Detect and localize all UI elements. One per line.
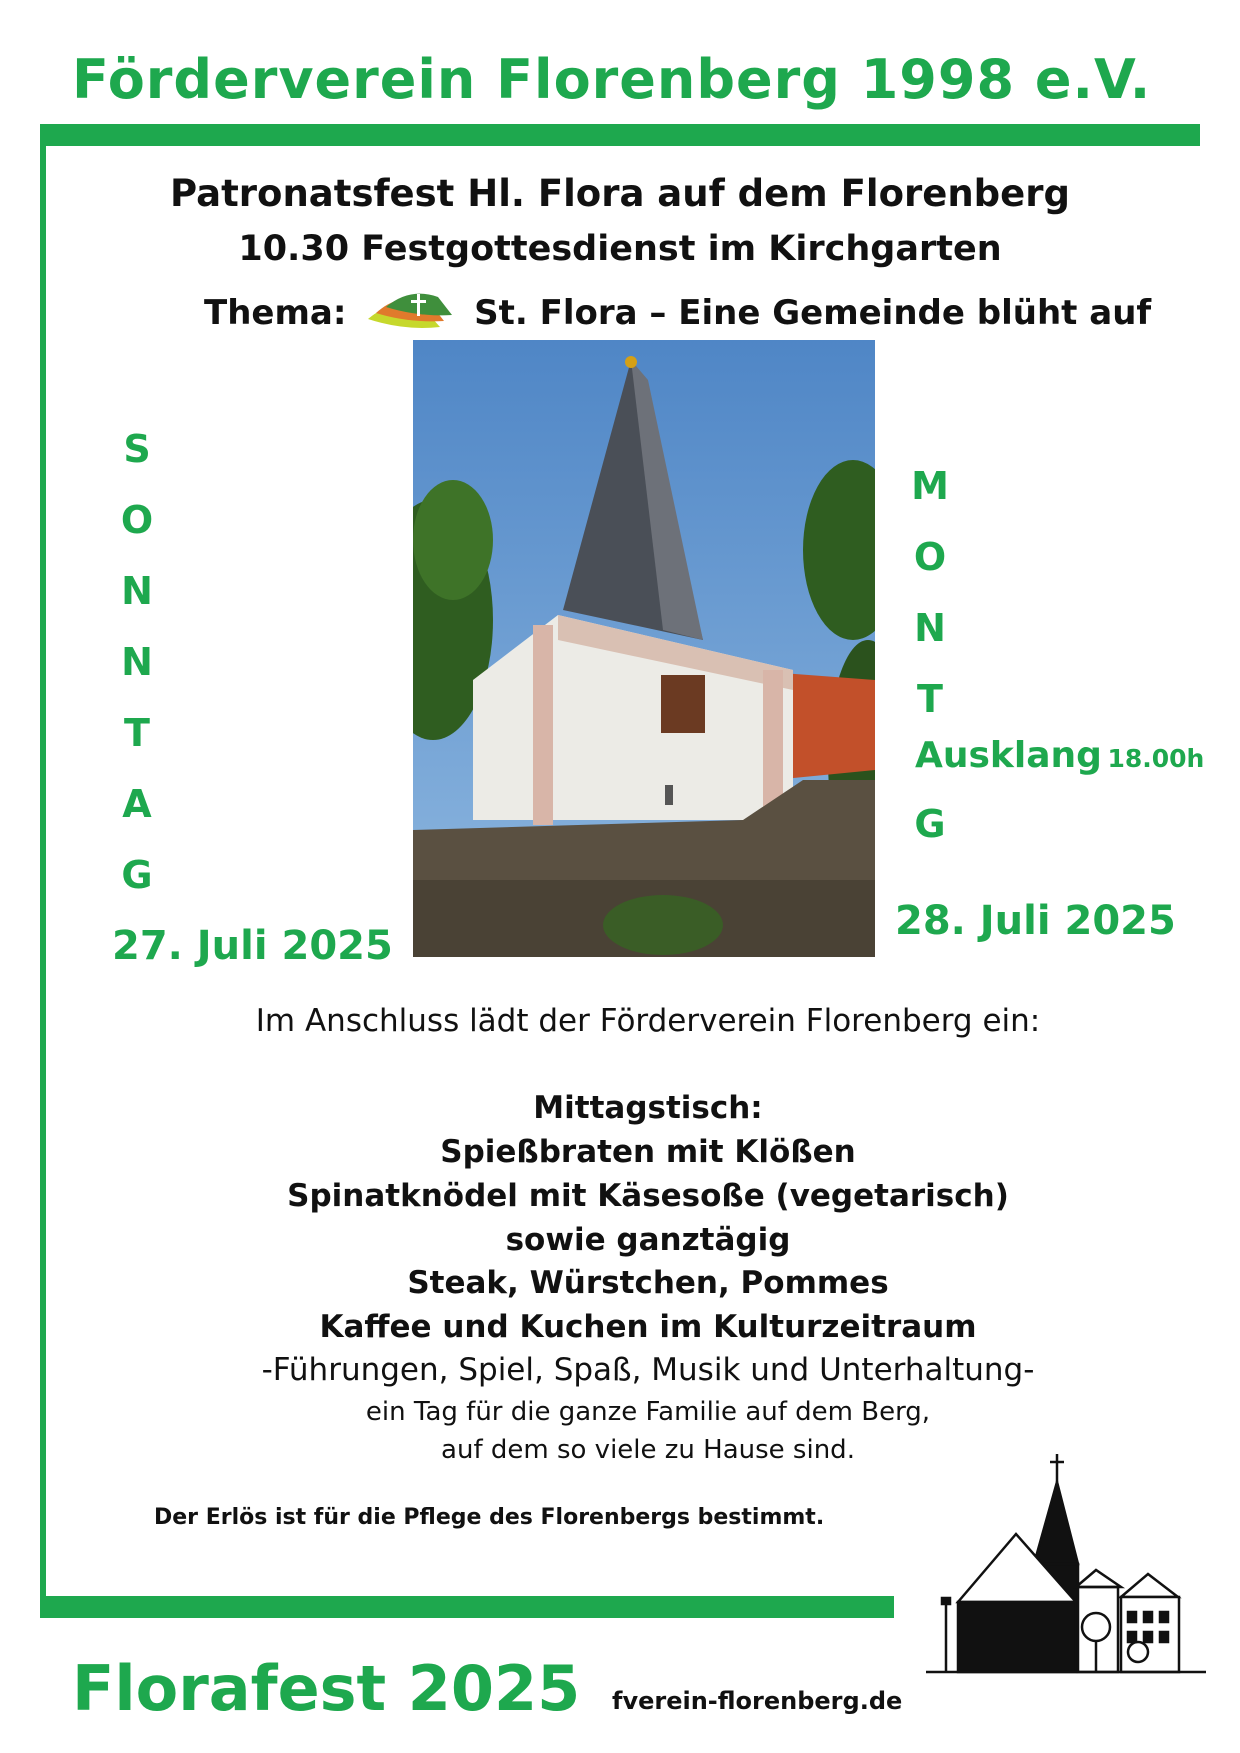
sunday-letter: T bbox=[124, 711, 150, 755]
website-link[interactable]: fverein-florenberg.de bbox=[612, 1687, 903, 1715]
sunday-letter: N bbox=[121, 640, 153, 684]
menu-title: Mittagstisch: bbox=[533, 1090, 763, 1126]
sunday-letter: O bbox=[120, 498, 154, 542]
sunday-letter: A bbox=[122, 782, 152, 826]
monday-letter: O bbox=[913, 535, 947, 579]
family-line-1: ein Tag für die ganze Familie auf dem Berg, bbox=[365, 1397, 931, 1427]
bottom-divider bbox=[40, 1596, 894, 1618]
church-photo bbox=[413, 340, 875, 957]
sunday-letter: S bbox=[123, 427, 151, 471]
monday-letter: T bbox=[917, 677, 943, 721]
ausklang-label: Ausklang bbox=[915, 735, 1102, 776]
menu-item: Kaffee und Kuchen im Kulturzeitraum bbox=[319, 1309, 977, 1345]
monday-letter: G bbox=[914, 802, 946, 846]
community-logo-icon bbox=[364, 287, 456, 342]
service-time: 10.30 Festgottesdienst im Kirchgarten bbox=[238, 229, 1002, 269]
menu-item: Spinatknödel mit Käsesoße (vegetarisch) bbox=[287, 1178, 1009, 1214]
menu-item: Steak, Würstchen, Pommes bbox=[407, 1265, 889, 1301]
menu-item: Spießbraten mit Klößen bbox=[440, 1134, 856, 1170]
church-sketch-illustration bbox=[916, 1452, 1216, 1678]
proceeds-note: Der Erlös ist für die Pflege des Florenbergs bestimmt. bbox=[154, 1505, 825, 1530]
monday-letter: N bbox=[914, 606, 946, 650]
sunday-date: 27. Juli 2025 bbox=[112, 923, 393, 969]
monday-date: 28. Juli 2025 bbox=[895, 898, 1176, 944]
theme-text: St. Flora – Eine Gemeinde blüht auf bbox=[474, 293, 1152, 333]
menu-item: sowie ganztägig bbox=[505, 1222, 791, 1258]
family-line-2: auf dem so viele zu Hause sind. bbox=[441, 1435, 855, 1465]
monday-ausklang bbox=[915, 735, 1204, 776]
monday-last-letter-wrap bbox=[900, 789, 960, 860]
theme-label: Thema: bbox=[204, 293, 347, 333]
sunday-vertical-label bbox=[107, 414, 167, 911]
monday-letter: M bbox=[911, 464, 949, 508]
sunday-letter: G bbox=[121, 853, 153, 897]
footer-title: Florafest 2025 bbox=[72, 1652, 581, 1725]
event-heading: Patronatsfest Hl. Flora auf dem Florenberg bbox=[170, 172, 1070, 215]
theme-line bbox=[204, 287, 1151, 342]
page-title: Förderverein Florenberg 1998 e.V. bbox=[72, 48, 1152, 111]
invitation-intro: Im Anschluss lädt der Förderverein Florenberg ein: bbox=[255, 1003, 1041, 1039]
sunday-letter: N bbox=[121, 569, 153, 613]
top-divider bbox=[40, 124, 1200, 146]
ausklang-time: 18.00h bbox=[1107, 744, 1205, 773]
monday-vertical-label bbox=[900, 451, 960, 735]
activities-line: -Führungen, Spiel, Spaß, Musik und Unterhaltung- bbox=[261, 1352, 1035, 1388]
